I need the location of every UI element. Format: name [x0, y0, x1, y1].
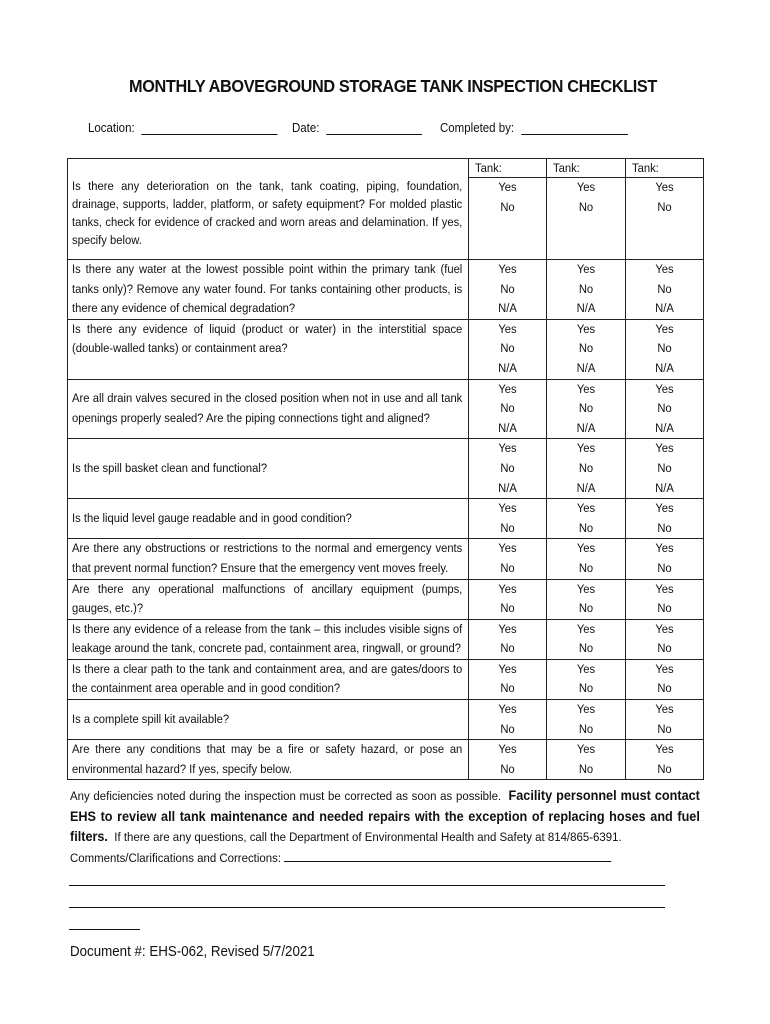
question-cell: Is there any deterioration on the tank, tank coating, piping, foundation, drainage, supports, ladder, platform, or safety equipment? For molded plastic tanks, check for evidence of cracked and worn areas and delamination. If yes, specify below.	[68, 159, 469, 260]
answer-cell-tank2[interactable]: Yes No N/A	[547, 260, 626, 320]
tank-header-3: Tank:	[626, 159, 704, 178]
answer-cell-tank2[interactable]: Yes No	[547, 700, 626, 740]
answer-cell-tank3[interactable]: Yes No N/A	[626, 319, 704, 379]
answer-cell-tank2[interactable]: Yes No N/A	[547, 319, 626, 379]
header-fields	[88, 120, 628, 135]
answer-cell-tank2[interactable]: Yes No	[547, 619, 626, 659]
comments-line-1[interactable]	[69, 885, 665, 886]
date-label: Date:	[291, 121, 320, 135]
question-cell: Are there any obstructions or restrictions to the normal and emergency vents that prevent normal function? Ensure that the emergency vent moves freely.	[68, 539, 469, 579]
question-cell: Is the spill basket clean and functional?	[68, 439, 469, 499]
answer-cell-tank3[interactable]: Yes No	[626, 740, 704, 780]
answer-cell-tank1[interactable]: Yes No	[469, 499, 547, 539]
answer-cell-tank2[interactable]: Yes No	[547, 499, 626, 539]
answer-cell-tank2[interactable]: Yes No	[547, 740, 626, 780]
answer-cell-tank1[interactable]: Yes No	[469, 659, 547, 699]
question-cell: Is there any water at the lowest possible point within the primary tank (fuel tanks only)? Remove any water found. For tanks containing other products, is there any evidence of chemical degradation?	[68, 260, 469, 320]
answer-cell-tank2[interactable]: Yes No	[547, 579, 626, 619]
answer-cell-tank3[interactable]: Yes No	[626, 619, 704, 659]
contact-text: If there are any questions, call the Department of Environmental Health and Safety at 814/865-6391.	[114, 830, 622, 844]
answer-cell-tank2[interactable]: Yes No N/A	[547, 379, 626, 439]
answer-cell-tank3[interactable]: Yes No N/A	[626, 439, 704, 499]
answer-cell-tank1[interactable]: Yes No	[469, 539, 547, 579]
answer-cell-tank2[interactable]: Yes No	[547, 178, 626, 260]
answer-cell-tank3[interactable]: Yes No	[626, 579, 704, 619]
question-cell: Is a complete spill kit available?	[68, 700, 469, 740]
answer-cell-tank1[interactable]: Yes No N/A	[469, 260, 547, 320]
answer-cell-tank3[interactable]: Yes No	[626, 659, 704, 699]
answer-cell-tank2[interactable]: Yes No	[547, 539, 626, 579]
answer-cell-tank1[interactable]: Yes No N/A	[469, 439, 547, 499]
comments-line-2[interactable]	[69, 907, 665, 908]
tank-header-2: Tank:	[547, 159, 626, 178]
date-field[interactable]	[326, 120, 422, 135]
answer-cell-tank1[interactable]: Yes No	[469, 178, 547, 260]
answer-cell-tank2[interactable]: Yes No	[547, 659, 626, 699]
notice-text: Any deficiencies noted during the inspection must be corrected as soon as possible.	[70, 789, 502, 803]
question-cell: Is there any evidence of a release from the tank – this includes visible signs of leakage around the tank, concrete pad, containment area, ringwall, or ground?	[68, 619, 469, 659]
question-cell: Are there any conditions that may be a fire or safety hazard, or pose an environmental hazard? If yes, specify below.	[68, 740, 469, 780]
answer-cell-tank3[interactable]: Yes No N/A	[626, 379, 704, 439]
footnote-divider	[69, 929, 140, 930]
location-label: Location:	[88, 121, 135, 135]
document-number: Document #: EHS-062, Revised 5/7/2021	[70, 944, 315, 960]
answer-cell-tank3[interactable]: Yes No	[626, 499, 704, 539]
question-cell: Are all drain valves secured in the closed position when not in use and all tank openings properly sealed? Are the piping connections tight and aligned?	[68, 379, 469, 439]
answer-cell-tank1[interactable]: Yes No	[469, 700, 547, 740]
answer-cell-tank1[interactable]: Yes No	[469, 579, 547, 619]
inspection-table	[67, 158, 704, 780]
answer-cell-tank3[interactable]: Yes No	[626, 178, 704, 260]
question-cell: Is there any evidence of liquid (product or water) in the interstitial space (double-walled tanks) or containment area?	[68, 319, 469, 379]
answer-cell-tank2[interactable]: Yes No N/A	[547, 439, 626, 499]
completed-by-label: Completed by:	[439, 121, 515, 135]
completed-by-field[interactable]	[521, 120, 628, 135]
answer-cell-tank3[interactable]: Yes No N/A	[626, 260, 704, 320]
question-cell: Are there any operational malfunctions of ancillary equipment (pumps, gauges, etc.)?	[68, 579, 469, 619]
comments-label: Comments/Clarifications and Corrections:	[70, 850, 282, 865]
comments-field[interactable]	[284, 849, 611, 862]
notice-bold-text: Facility personnel must contact EHS to review all tank maintenance and needed repairs with the exception of replacing hoses and fuel filters.	[70, 788, 700, 844]
deficiency-notice	[70, 786, 700, 868]
answer-cell-tank1[interactable]: Yes No	[469, 740, 547, 780]
tank-header-1: Tank:	[469, 159, 547, 178]
answer-cell-tank1[interactable]: Yes No N/A	[469, 319, 547, 379]
question-cell: Is the liquid level gauge readable and in good condition?	[68, 499, 469, 539]
answer-cell-tank3[interactable]: Yes No	[626, 539, 704, 579]
question-cell: Is there a clear path to the tank and containment area, and are gates/doors to the containment area operable and in good condition?	[68, 659, 469, 699]
answer-cell-tank1[interactable]: Yes No N/A	[469, 379, 547, 439]
answer-cell-tank3[interactable]: Yes No	[626, 700, 704, 740]
page-title: MONTHLY ABOVEGROUND STORAGE TANK INSPECTION CHECKLIST	[129, 76, 657, 96]
answer-cell-tank1[interactable]: Yes No	[469, 619, 547, 659]
location-field[interactable]	[142, 120, 278, 135]
